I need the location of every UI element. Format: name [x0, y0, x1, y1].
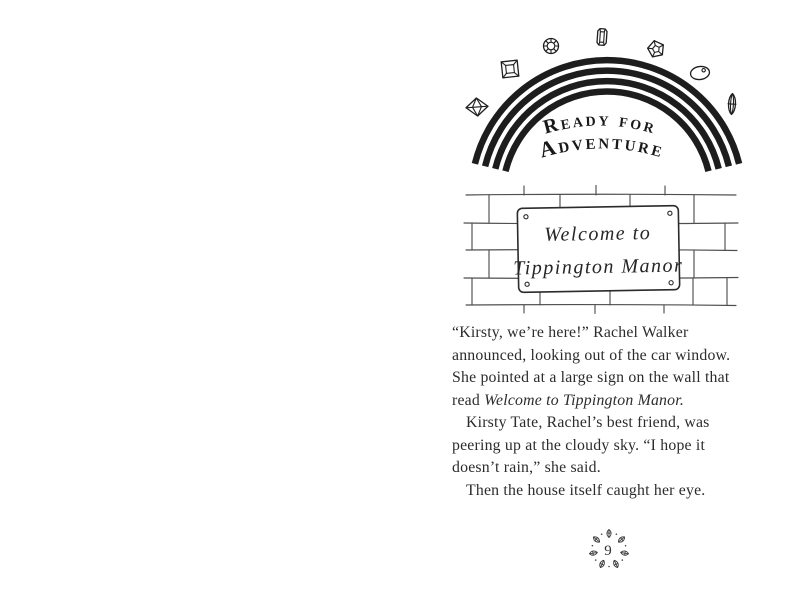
story-line-plain: read [452, 391, 485, 409]
story-line: announced, looking out of the car window. [452, 346, 731, 364]
story-text [452, 322, 767, 502]
story-line: doesn’t rain,” she said. [452, 459, 601, 476]
story-line: Then the house itself caught her eye. [466, 481, 706, 499]
square-gem-icon [501, 60, 519, 78]
wall-illustration [450, 178, 752, 324]
chapter-title-line1: Ready for [540, 108, 660, 139]
sign-text-line2: Tippington Manor [513, 254, 684, 280]
emerald-gem-icon [597, 28, 607, 45]
story-line-italic: Welcome to Tippington Manor. [484, 391, 684, 409]
diamond-gem-icon [465, 97, 488, 116]
page-number-ornament [576, 522, 642, 580]
sign-text-line1: Welcome to [544, 222, 652, 246]
pentagon-gem-icon [646, 39, 665, 57]
sign-board [517, 206, 679, 293]
story-line: “Kirsty, we’re here!” Rachel Walker [452, 324, 689, 341]
chapter-title-line2: Adventure [536, 128, 668, 163]
story-line: She pointed at a large sign on the wall that [452, 369, 730, 386]
oval-gem-icon [690, 65, 711, 81]
manor-sign [512, 206, 684, 293]
round-gem-icon [544, 39, 559, 54]
page-number: 9 [604, 543, 612, 559]
story-line: Kirsty Tate, Rachel’s best friend, was [466, 414, 710, 431]
story-line [452, 390, 767, 413]
chapter-title-line2-wrap [537, 128, 668, 162]
chapter-header-art [440, 18, 780, 180]
story-line: peering up at the cloudy sky. “I hope it [452, 436, 706, 454]
marquise-gem-icon [727, 93, 736, 114]
